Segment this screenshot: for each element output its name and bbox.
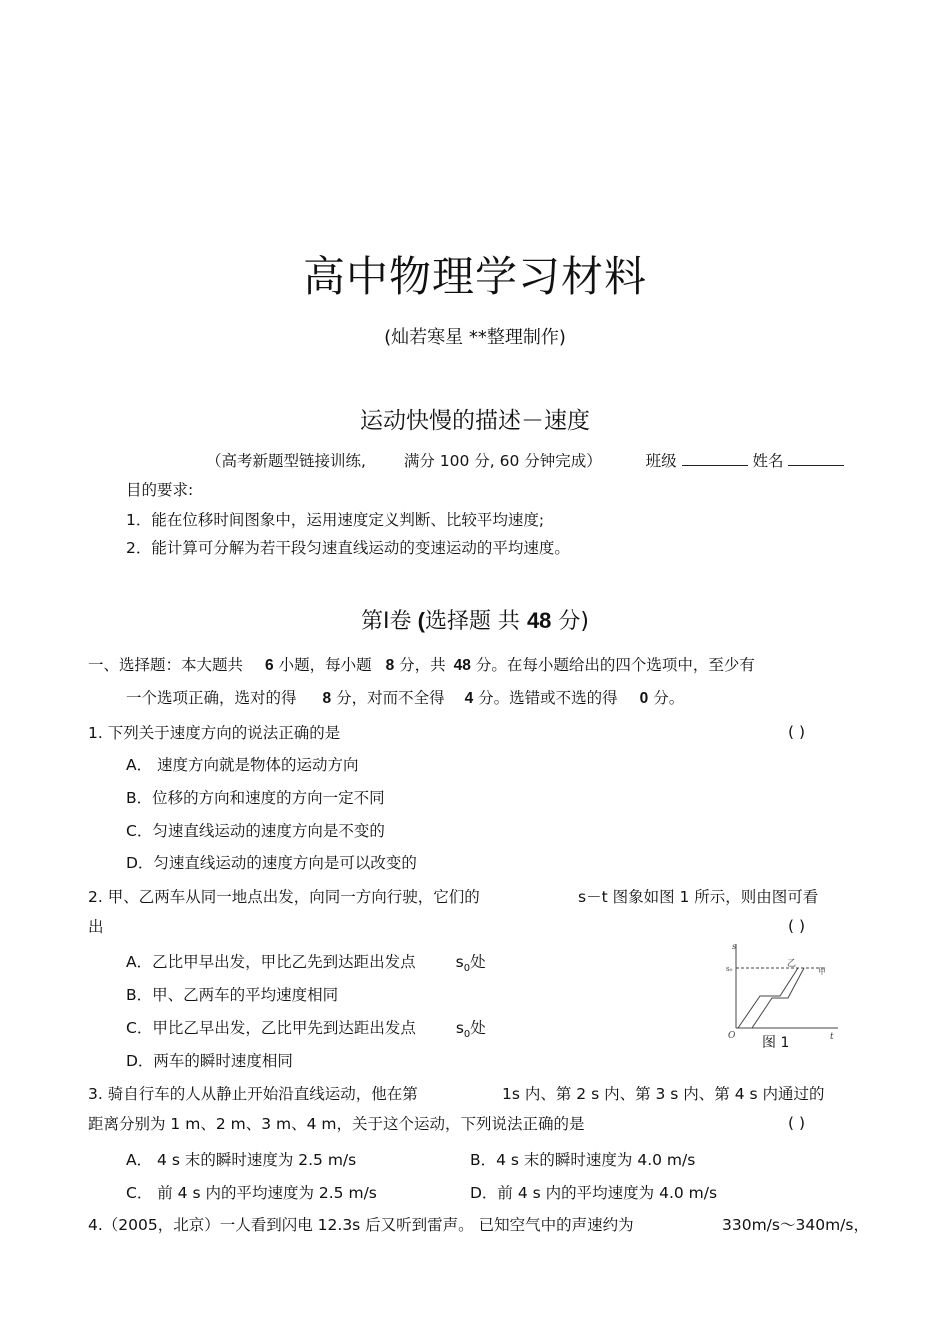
yi-label: 乙 xyxy=(787,959,797,969)
instr-text: 分。选错或不选的得 xyxy=(473,689,618,707)
lesson-topic: 运动快慢的描述－速度 xyxy=(360,408,590,434)
q2-option-a-text: A．乙比甲早出发，甲比乙先到达距出发点 xyxy=(126,953,416,971)
section-volume: 第Ⅰ卷 xyxy=(360,609,412,634)
q2-option-c-end: 处 xyxy=(470,1019,486,1037)
x-axis-label: t xyxy=(830,1032,834,1042)
instructions-line-1 xyxy=(88,655,755,676)
q1-option-b[interactable]: B．位移的方向和速度的方向一定不同 xyxy=(126,789,385,807)
q3-stem-part1: 3. 骑自行车的人从静止开始沿直线运动，他在第 xyxy=(88,1085,418,1103)
instr-text: 分，对而不全得 xyxy=(331,689,445,707)
q2-option-d[interactable]: D．两车的瞬时速度相同 xyxy=(126,1052,293,1070)
name-blank[interactable] xyxy=(788,451,844,466)
q4-stem-part1: 4.（2005，北京）一人看到闪电 12.3s 后又听到雷声。 已知空气中的声速约为 xyxy=(88,1216,634,1234)
instr-points: 0 xyxy=(639,690,649,707)
s0-subscript: 0 xyxy=(463,963,471,975)
instr-text: 一个选项正确，选对的得 xyxy=(126,689,297,707)
s0-symbol: s xyxy=(455,1019,464,1037)
q3-option-a[interactable]: A． 4 s 末的瞬时速度为 2.5 m/s xyxy=(126,1151,357,1169)
instr-text: 一、选择题：本大题共 xyxy=(88,656,244,674)
goals-label: 目的要求: xyxy=(126,481,194,499)
yi-line xyxy=(752,968,804,1028)
document-subtitle: (灿若寒星 **整理制作) xyxy=(384,327,566,348)
section-score: 48 xyxy=(526,608,552,633)
class-blank[interactable] xyxy=(682,451,748,466)
instr-text: 小题，每小题 xyxy=(273,656,372,674)
q2-option-c-text: C．甲比乙早出发，乙比甲先到达距出发点 xyxy=(126,1019,416,1037)
q3-option-d[interactable]: D．前 4 s 内的平均速度为 4.0 m/s xyxy=(470,1184,718,1202)
q1-answer-blank[interactable]: ( ) xyxy=(788,723,806,741)
q2-option-c[interactable] xyxy=(126,1018,486,1045)
jia-label: 甲 xyxy=(818,967,826,976)
section-type: 选择题 共 xyxy=(424,609,527,634)
instr-points: 8 xyxy=(385,657,395,674)
s0-subscript: 0 xyxy=(463,1029,471,1041)
instr-text: 分。 xyxy=(648,689,685,707)
instr-points: 4 xyxy=(464,690,474,707)
q2-option-a[interactable] xyxy=(126,952,486,979)
goal-item: 1．能在位移时间图象中，运用速度定义判断、比较平均速度; xyxy=(126,511,545,529)
q2-stem-part2: s－t 图象如图 1 所示，则由图可看 xyxy=(578,888,819,906)
document-title: 高中物理学习材料 xyxy=(302,252,647,301)
instr-total: 48 xyxy=(453,657,471,674)
q1-stem: 1. 下列关于速度方向的说法正确的是 xyxy=(88,724,341,742)
instr-text: 分。在每小题给出的四个选项中，至少有 xyxy=(470,656,755,674)
section-unit: 分) xyxy=(551,609,589,634)
q2-stem-part1: 2. 甲、乙两车从同一地点出发，向同一方向行驶，它们的 xyxy=(88,888,480,906)
q1-option-c[interactable]: C．匀速直线运动的速度方向是不变的 xyxy=(126,822,385,840)
section-heading xyxy=(0,604,950,635)
q1-option-d[interactable]: D．匀速直线运动的速度方向是可以改变的 xyxy=(126,854,417,872)
q1-option-a[interactable]: A． 速度方向就是物体的运动方向 xyxy=(126,756,359,774)
q3-stem-part2: 1s 内、第 2 s 内、第 3 s 内、第 4 s 内通过的 xyxy=(502,1085,825,1103)
q2-option-b[interactable]: B．甲、乙两车的平均速度相同 xyxy=(126,986,339,1004)
section-open: ( xyxy=(411,608,425,633)
q2-option-a-end: 处 xyxy=(470,953,486,971)
exam-info-score: 满分 100 分, 60 分钟完成） xyxy=(403,452,602,470)
goal-item: 2．能计算可分解为若干段匀速直线运动的变速运动的平均速度。 xyxy=(126,539,570,557)
q2-answer-blank[interactable]: ( ) xyxy=(788,917,806,935)
figure-caption: 图 1 xyxy=(762,1035,790,1050)
exam-info xyxy=(206,451,844,471)
q3-option-b[interactable]: B．4 s 末的瞬时速度为 4.0 m/s xyxy=(470,1151,696,1169)
instr-text: 分，共 xyxy=(394,656,446,674)
q3-stem-part3: 距离分别为 1 m、2 m、3 m、4 m，关于这个运动，下列说法正确的是 xyxy=(88,1115,585,1133)
q2-stem-part3: 出 xyxy=(88,918,104,936)
instr-count: 6 xyxy=(265,657,274,674)
s0-label: s₀ xyxy=(726,965,733,973)
exam-info-source: （高考新题型链接训练, xyxy=(206,452,366,470)
jia-line xyxy=(738,968,798,1028)
q3-option-c[interactable]: C． 前 4 s 内的平均速度为 2.5 m/s xyxy=(126,1184,377,1202)
instr-points: 8 xyxy=(322,690,332,707)
figure-1-st-graph xyxy=(724,940,844,1050)
s0-symbol: s xyxy=(455,953,464,971)
y-axis-label: s xyxy=(732,942,737,951)
q3-answer-blank[interactable]: ( ) xyxy=(788,1114,806,1132)
instructions-line-2 xyxy=(126,688,684,709)
name-label: 姓名 xyxy=(752,452,784,470)
q4-stem-part2: 330m/s～340m/s， xyxy=(722,1216,869,1234)
origin-label: O xyxy=(728,1031,736,1041)
class-label: 班级 xyxy=(645,452,677,470)
